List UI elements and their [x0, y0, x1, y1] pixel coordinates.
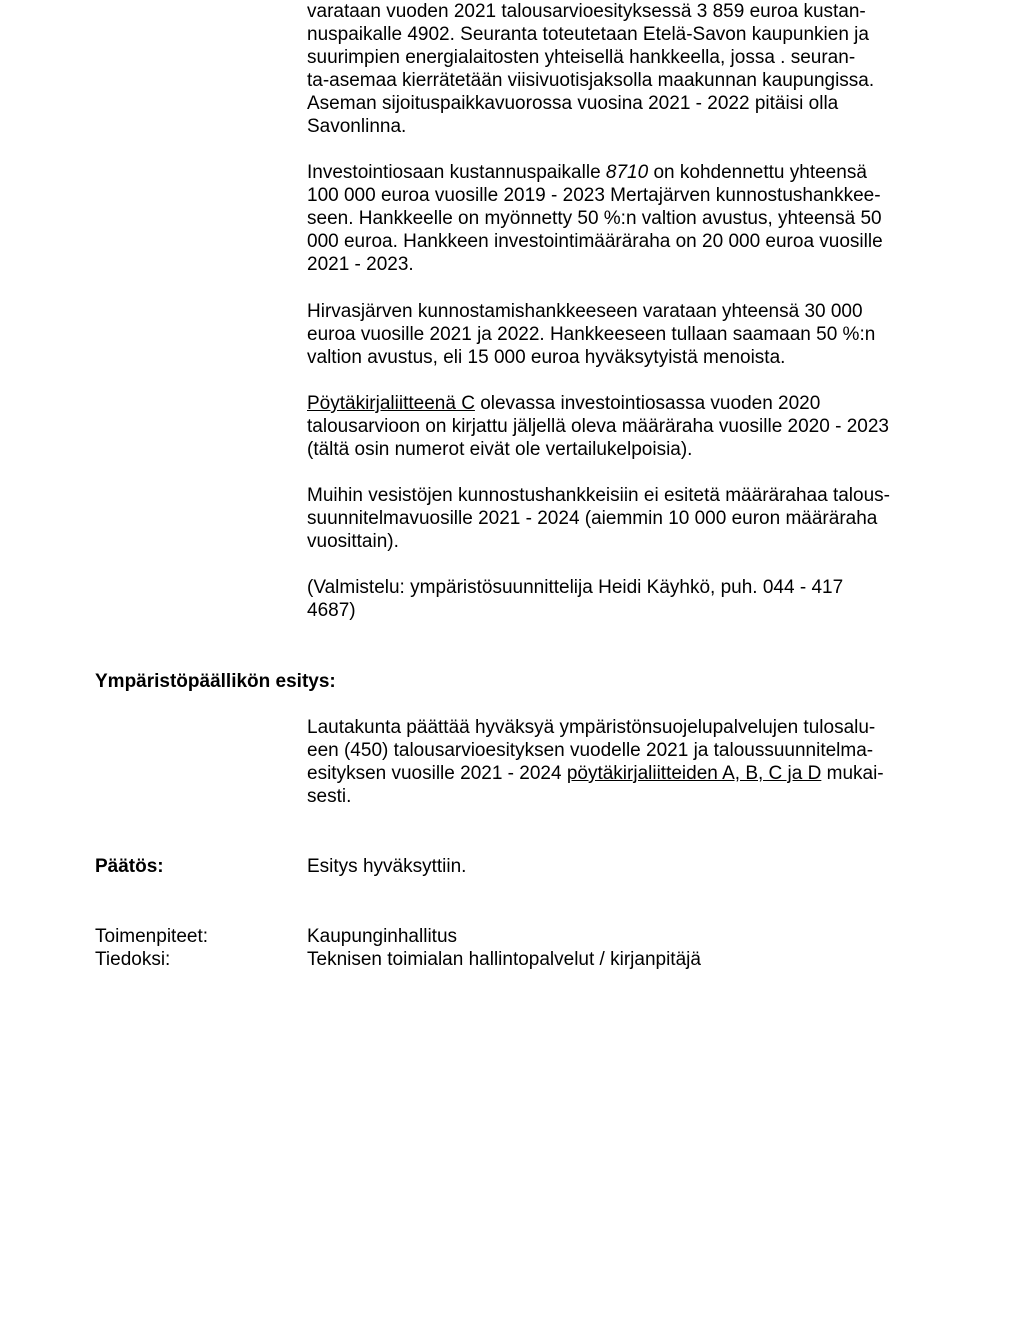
paragraph-text: olevassa investointiosassa vuoden 2020 talousarvioon on kirjattu jäljellä oleva määräraha vuosille 2020 - 2023 (tältä osin numerot eivät ole vertailukelpoisia). — [307, 393, 889, 460]
actions-value: Kaupunginhallitus — [307, 926, 458, 947]
paragraph-text: (Valmistelu: ympäristösuunnittelija Heidi Käyhkö, puh. 044 - 417 4687) — [307, 577, 844, 621]
proposal-heading: Ympäristöpäällikön esitys: — [95, 671, 336, 692]
paragraph-investment-mertajarvi — [307, 161, 927, 276]
appendices-link[interactable]: pöytäkirjaliitteiden A, B, C ja D — [566, 763, 822, 784]
info-label: Tiedoksi: — [95, 949, 171, 970]
paragraph-appendix-c — [307, 392, 927, 461]
paragraph-text: on kohdennettu yhteensä 100 000 euroa vuosille 2019 - 2023 Mertajärven kunnostushankkee- seen. Hankkeelle on myönnetty 50 %:n valtion avustus, yhteensä 50 000 euroa. Hankkeen investointimääräraha on 20 000 euroa vuosille 2021 - 2023. — [307, 162, 883, 275]
actions-label: Toimenpiteet: — [95, 926, 209, 947]
decision-label: Päätös: — [95, 856, 164, 877]
info-value: Teknisen toimialan hallintopalvelut / kirjanpitäjä — [307, 949, 701, 970]
paragraph-hirvasjarvi — [307, 300, 927, 369]
decision-value: Esitys hyväksyttiin. — [307, 856, 467, 877]
paragraph-other-waterbodies — [307, 484, 927, 553]
paragraph-preparer — [307, 576, 927, 622]
paragraph-text: varataan vuoden 2021 talousarvioesityksessä 3 859 euroa kustan- nuspaikalle 4902. Seuranta toteutetaan Etelä-Savon kaupunkien ja suurimpien energialaitosten yhteisellä hankkeella, jossa . seuran- ta-asemaa kierrätetään viisivuotisjaksolla maakunnan kaupungissa. Aseman sijoituspaikkavuorossa vuosina 2021 - 2022 pitäisi olla Savonlinna. — [307, 1, 875, 137]
appendix-c-link[interactable]: Pöytäkirjaliitteenä C — [307, 393, 475, 414]
paragraph-text: Hirvasjärven kunnostamishankkeeseen varataan yhteensä 30 000 euroa vuosille 2021 ja 2022. Hankkeeseen tullaan saamaan 50 %:n valtion avustus, eli 15 000 euroa hyväksytyistä menoista. — [307, 301, 876, 368]
paragraph-monitoring — [307, 0, 927, 138]
paragraph-text: Investointiosaan kustannuspaikalle — [307, 162, 606, 183]
proposal-text: Lautakunta päättää hyväksyä ympäristönsuojelupalvelujen tulosalu- een (450) talousarvioesityksen vuodelle 2021 ja taloussuunnitelma- esityksen vuosille 2021 - 2024 — [307, 717, 876, 784]
proposal-text: mukai- sesti. — [307, 763, 884, 807]
cost-center-number: 8710 — [605, 162, 649, 183]
paragraph-text: Muihin vesistöjen kunnostushankkeisiin ei esitetä määrärahaa talous- suunnitelmavuosille 2021 - 2024 (aiemmin 10 000 euron määräraha vuosittain). — [307, 485, 890, 552]
proposal-paragraph — [307, 716, 927, 808]
